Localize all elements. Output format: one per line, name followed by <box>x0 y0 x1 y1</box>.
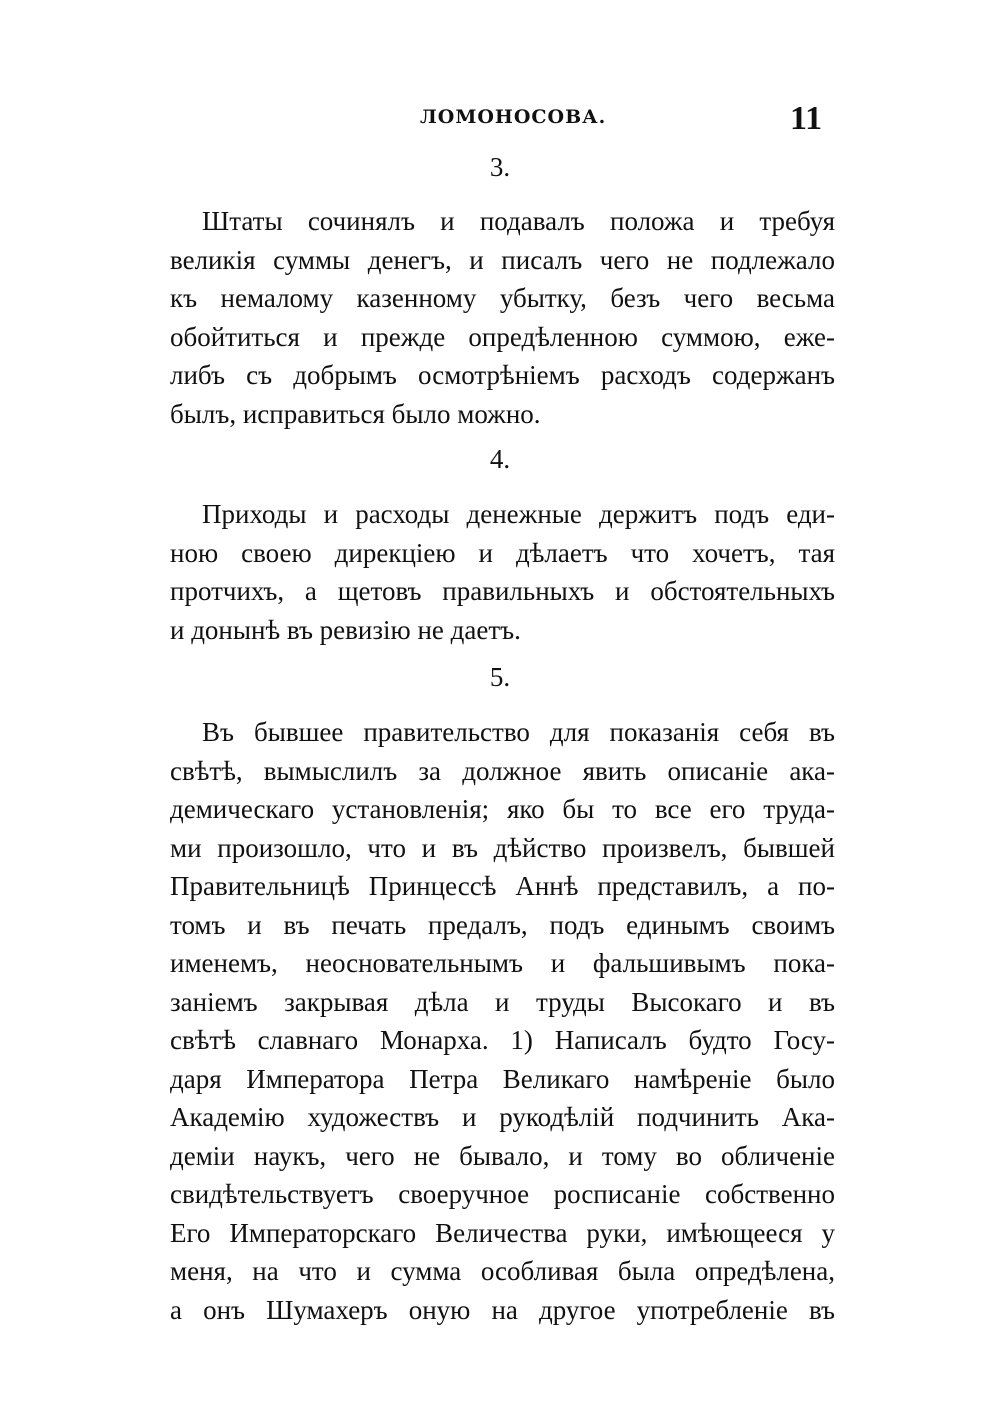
text-line: либъ съ добрымъ осмотрѣніемъ расходъ содержанъ <box>170 360 835 390</box>
text-line: и донынѣ въ ревизію не даетъ. <box>170 614 521 645</box>
text-line: даря Императора Петра Великаго намѣреніе было <box>170 1063 835 1094</box>
section-number-5: 5. <box>489 662 511 692</box>
text-line: свѣтѣ славнаго Монарха. 1) Написалъ будто Госу- <box>170 1025 835 1055</box>
text-line: Приходы и расходы денежные держитъ подъ еди- <box>202 499 835 529</box>
text-line: свѣтѣ, вымыслилъ за должное явить описаніе ака- <box>170 755 835 786</box>
text-line: Правительницѣ Принцессѣ Аннѣ представилъ, а по- <box>170 871 835 901</box>
paragraph-section-5 <box>170 713 835 1329</box>
text-line: ми произошло, что и въ дѣйство произвелъ, бывшей <box>170 832 835 863</box>
text-line: а онъ Шумахеръ оную на другое употребленіе въ <box>170 1294 835 1325</box>
paragraph-section-3 <box>170 202 835 433</box>
text-line: обойтиться и прежде опредѣленною суммою, еже- <box>170 321 835 352</box>
text-line: великія суммы денегъ, и писалъ чего не подлежало <box>170 244 835 275</box>
running-head <box>0 100 1000 140</box>
section-number-4: 4. <box>489 444 511 474</box>
text-line: былъ, исправиться было можно. <box>170 398 541 429</box>
text-line: Академію художествъ и рукодѣлій подчинить Ака- <box>170 1102 835 1132</box>
text-line: томъ и въ печать предалъ, подъ единымъ своимъ <box>170 909 835 940</box>
text-line: именемъ, неосновательнымъ и фальшивымъ пока- <box>170 948 835 978</box>
text-line: меня, на что и сумма особливая была опредѣлена, <box>170 1256 835 1286</box>
text-line: демическаго установленія; яко бы то все его труда- <box>170 794 835 824</box>
text-line: деміи наукъ, чего не бывало, и тому во обличеніе <box>170 1140 835 1171</box>
running-title: ЛОМОНОСОВА. <box>420 106 607 128</box>
section-number-3: 3. <box>489 152 511 182</box>
page-number: 11 <box>790 100 823 137</box>
text-line: ною своею дирекціею и дѣлаетъ что хочетъ, тая <box>170 537 835 568</box>
text-line: протчихъ, а щетовъ правильныхъ и обстоятельныхъ <box>170 576 835 606</box>
text-line: къ немалому казенному убытку, безъ чего весьма <box>170 283 835 313</box>
text-line: Въ бывшее правительство для показанія себя въ <box>202 717 835 747</box>
text-line: свидѣтельствуетъ своеручное росписаніе собственно <box>170 1179 835 1209</box>
paragraph-section-4 <box>170 495 835 649</box>
text-line: Его Императорскаго Величества руки, имѣющееся у <box>170 1217 835 1248</box>
text-line: Штаты сочинялъ и подавалъ положа и требуя <box>202 206 835 236</box>
text-line: заніемъ закрывая дѣла и труды Высокаго и въ <box>170 986 835 1017</box>
